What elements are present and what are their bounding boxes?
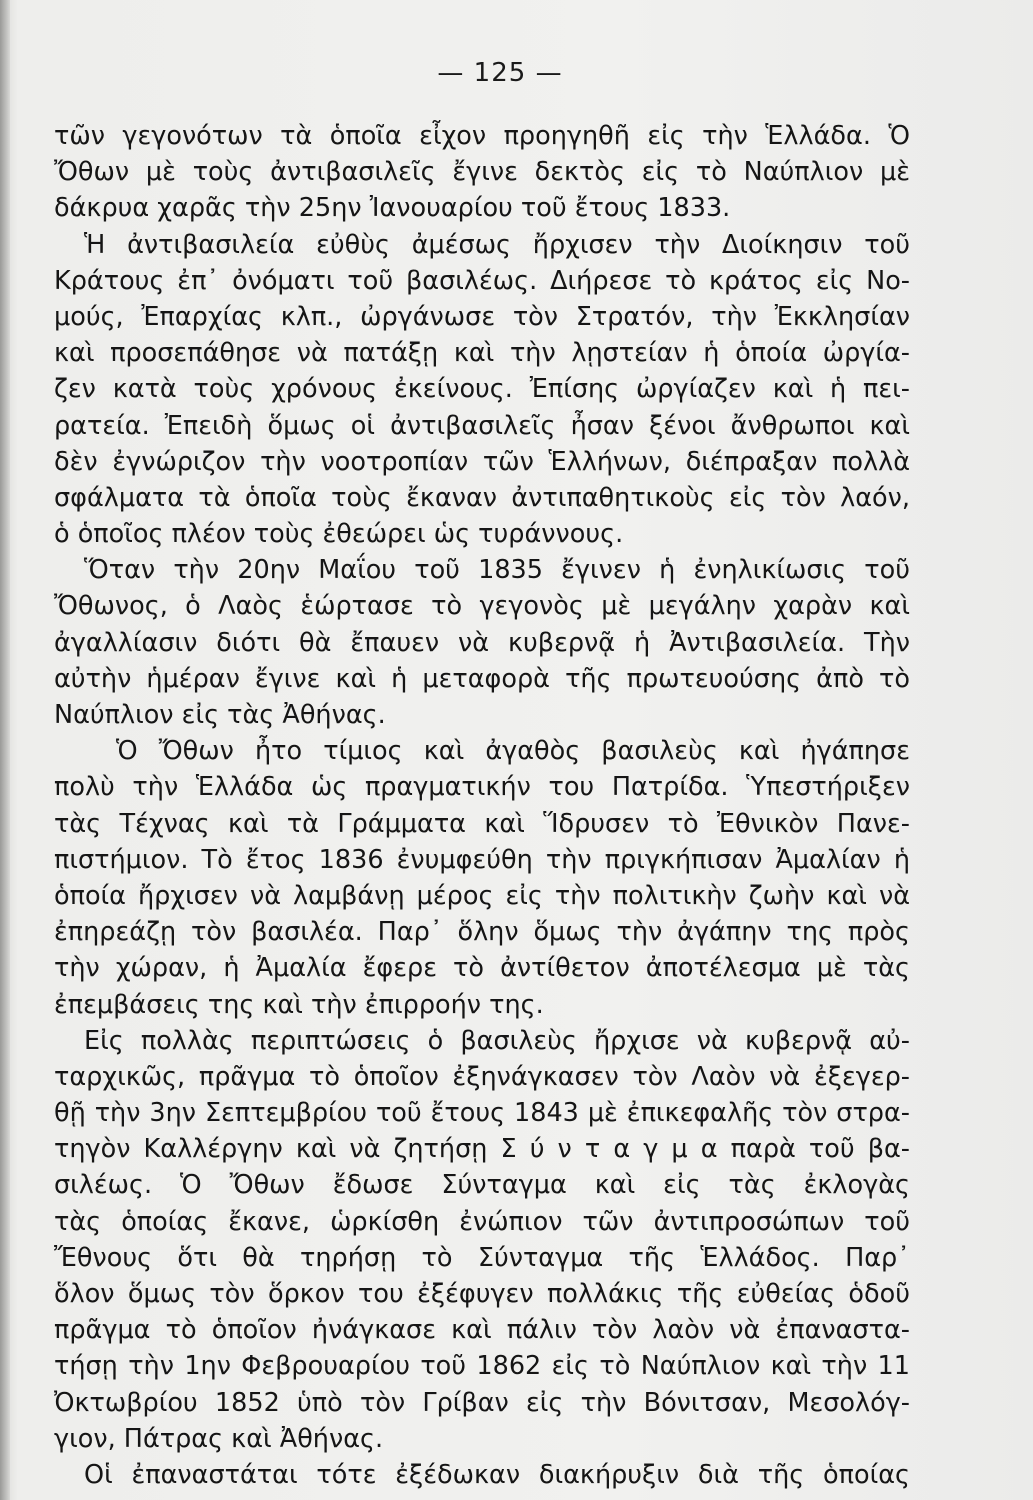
text-line: Κράτους ἐπ᾽ ὀνόματι τοῦ βασιλέως. Διήρεσε τὸ κράτος εἰς Νο- bbox=[54, 265, 910, 296]
text-line: καὶ προσεπάθησε νὰ πατάξῃ καὶ τὴν λῃστείαν ἡ ὁποία ὠργία- bbox=[54, 338, 910, 369]
text-line: Ὀκτωβρίου 1852 ὑπὸ τὸν Γρίβαν εἰς τὴν Βόνιτσαν, Μεσολόγ- bbox=[54, 1387, 910, 1418]
text-line: τὰς Τέχνας καὶ τὰ Γράμματα καὶ Ἵδρυσεν τὸ Ἐθνικὸν Πανε- bbox=[54, 808, 910, 839]
text-line: γιον, Πάτρας καὶ Ἀθήνας. bbox=[54, 1423, 384, 1454]
text-line: Ὄθων μὲ τοὺς ἀντιβασιλεῖς ἔγινε δεκτὸς εἰς τὸ Ναύπλιον μὲ bbox=[54, 157, 910, 188]
text-line: μούς, Ἐπαρχίας κλπ., ὠργάνωσε τὸν Στρατόν, τὴν Ἐκκλησίαν bbox=[54, 301, 910, 332]
text-line: τῶν γεγονότων τὰ ὁποῖα εἶχον προηγηθῆ εἰς τὴν Ἑλλάδα. Ὁ bbox=[54, 121, 910, 151]
text-line: Ὅταν τὴν 20ην Μαΐου τοῦ 1835 ἔγινεν ἡ ἐνηλικίωσις τοῦ bbox=[84, 555, 910, 586]
body-text bbox=[54, 118, 910, 1493]
text-line: σιλέως. Ὁ Ὄθων ἔδωσε Σύνταγμα καὶ εἰς τὰς ἐκλογὰς bbox=[54, 1170, 910, 1201]
text-line: ὁποία ἤρχισεν νὰ λαμβάνῃ μέρος εἰς τὴν πολιτικὴν ζωὴν καὶ νὰ bbox=[54, 880, 910, 911]
text-line: τήσῃ τὴν 1ην Φεβρουαρίου τοῦ 1862 εἰς τὸ Ναύπλιον καὶ τὴν 11 bbox=[54, 1351, 910, 1382]
text-line: θῇ τὴν 3ην Σεπτεμβρίου τοῦ ἔτους 1843 μὲ ἐπικεφαλῆς τὸν στρα- bbox=[54, 1098, 910, 1129]
text-line: Ναύπλιον εἰς τὰς Ἀθήνας. bbox=[54, 700, 386, 730]
text-line: πολὺ τὴν Ἑλλάδα ὡς πραγματικήν του Πατρίδα. Ὑπεστήριξεν bbox=[54, 772, 910, 803]
text-line: ἐπηρεάζῃ τὸν βασιλέα. Παρ᾽ ὅλην ὅμως τὴν ἀγάπην της πρὸς bbox=[54, 917, 910, 948]
text-line: Ὁ Ὄθων ἦτο τίμιος καὶ ἀγαθὸς βασιλεὺς καὶ ἠγάπησε bbox=[116, 736, 910, 767]
text-line: ἀγαλλίασιν διότι θὰ ἔπαυεν νὰ κυβερνᾷ ἡ Ἀντιβασιλεία. Τὴν bbox=[54, 627, 910, 658]
text-line: Ἔθνους ὅτι θὰ τηρήσῃ τὸ Σύνταγμα τῆς Ἑλλάδος. Παρ᾽ bbox=[54, 1242, 910, 1273]
text-line: αὐτὴν ἡμέραν ἔγινε καὶ ἡ μεταφορὰ τῆς πρωτευούσης ἀπὸ τὸ bbox=[54, 663, 910, 694]
text-line: Εἰς πολλὰς περιπτώσεις ὁ βασιλεὺς ἤρχισε νὰ κυβερνᾷ αὐ- bbox=[84, 1025, 910, 1056]
text-line: Ὄθωνος, ὁ Λαὸς ἑώρτασε τὸ γεγονὸς μὲ μεγάλην χαρὰν καὶ bbox=[54, 591, 910, 622]
text-line: ὅλον ὅμως τὸν ὅρκον του ἐξέφυγεν πολλάκις τῆς εὐθείας ὁδοῦ bbox=[54, 1279, 910, 1309]
text-line: ταρχικῶς, πρᾶγμα τὸ ὁποῖον ἐξηνάγκασεν τὸν Λαὸν νὰ ἐξεγερ- bbox=[54, 1061, 910, 1092]
text-line: Ἡ ἀντιβασιλεία εὐθὺς ἀμέσως ἤρχισεν τὴν Διοίκησιν τοῦ bbox=[84, 229, 910, 260]
text-line: ἐπεμβάσεις της καὶ τὴν ἐπιρροήν της. bbox=[54, 989, 544, 1020]
text-line: δὲν ἐγνώριζον τὴν νοοτροπίαν τῶν Ἑλλήνων, διέπραξαν πολλὰ bbox=[54, 446, 910, 477]
text-line: δάκρυα χαρᾶς τὴν 25ην Ἰανουαρίου τοῦ ἔτους 1833. bbox=[54, 193, 731, 224]
text-line: ὁ ὁποῖος πλέον τοὺς ἐθεώρει ὡς τυράννους. bbox=[54, 519, 624, 550]
page-binding-edge bbox=[0, 0, 10, 1500]
text-line: ρατεία. Ἐπειδὴ ὅμως οἱ ἀντιβασιλεῖς ἦσαν ξένοι ἄνθρωποι καὶ bbox=[54, 410, 910, 441]
text-line: ζεν κατὰ τοὺς χρόνους ἐκείνους. Ἐπίσης ὠργίαζεν καὶ ἡ πει- bbox=[54, 374, 910, 405]
text-line: τηγὸν Καλλέργην καὶ νὰ ζητήσῃ Σ ύ ν τ α γ μ α παρὰ τοῦ βα- bbox=[54, 1134, 910, 1165]
text-line: πρᾶγμα τὸ ὁποῖον ἠνάγκασε καὶ πάλιν τὸν λαὸν νὰ ἐπαναστα- bbox=[54, 1315, 910, 1346]
text-line: τὰς ὁποίας ἔκανε, ὡρκίσθη ἐνώπιον τῶν ἀντιπροσώπων τοῦ bbox=[54, 1206, 910, 1237]
page-number: — 125 — bbox=[437, 58, 563, 88]
text-line: πιστήμιον. Τὸ ἔτος 1836 ἐνυμφεύθη τὴν πριγκήπισαν Ἀμαλίαν ἡ bbox=[54, 844, 910, 875]
text-line: σφάλματα τὰ ὁποῖα τοὺς ἔκαναν ἀντιπαθητικοὺς εἰς τὸν λαόν, bbox=[54, 482, 910, 513]
text-line: Οἱ ἐπαναστάται τότε ἐξέδωκαν διακήρυξιν διὰ τῆς ὁποίας bbox=[84, 1459, 910, 1490]
text-line: τὴν χώραν, ἡ Ἀμαλία ἔφερε τὸ ἀντίθετον ἀποτέλεσμα μὲ τὰς bbox=[54, 953, 910, 984]
